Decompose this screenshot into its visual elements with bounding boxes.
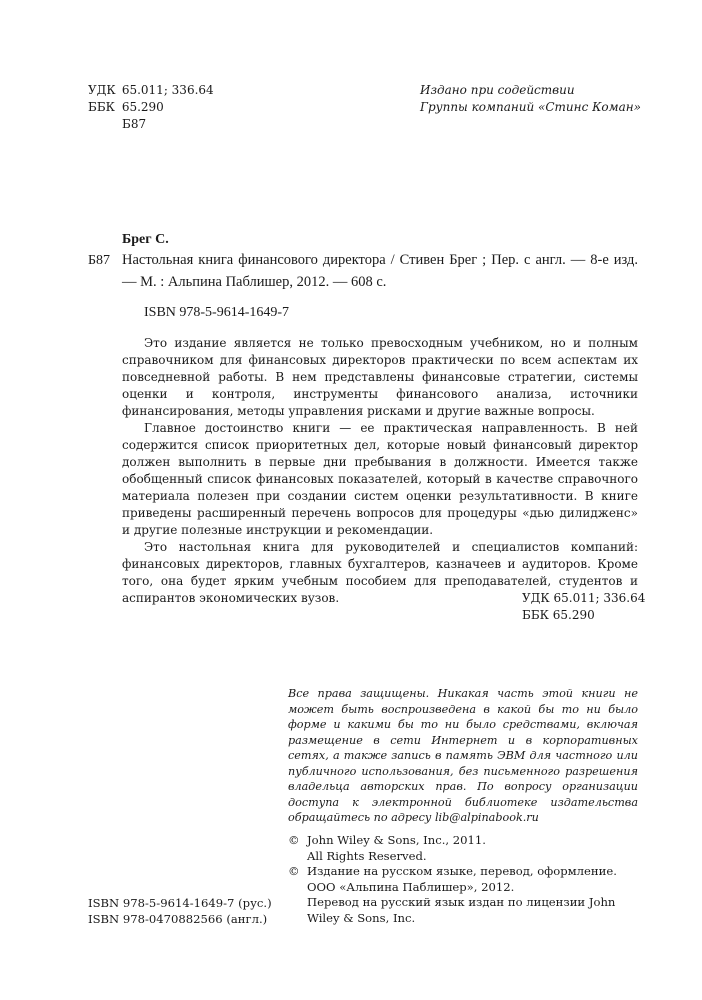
copyright-line: All Rights Reserved.	[307, 848, 427, 863]
bbk-value: 65.290	[121, 100, 164, 114]
isbn-eng: ISBN 978-0470882566 (англ.)	[88, 911, 268, 926]
copyright-line: Издание на русском языке, перевод, оформление.	[307, 864, 617, 878]
copyright-line: John Wiley & Sons, Inc., 2011.	[307, 833, 486, 847]
annotation-paragraph: Главное достоинство книги — ее практическая направленность. В ней содержится список приоритетных дел, которые новый финансовый директор должен выполнить в первые дни пребывания в должности. Имеется также обобщенный список финансовых показателей, который в качестве справочного материала полезен при создании систем оценки результативности. В книге приведены расширенный перечень вопросов для процедуры «дью дилидженс» и другие полезные инструкции и рекомендации.	[122, 421, 638, 537]
bbk-repeat: ББК 65.290	[522, 608, 595, 622]
isbn-list	[88, 896, 272, 927]
rights-notice: Все права защищены. Никакая часть этой книги не может быть воспроизведена в какой бы то ни было форме и какими бы то ни было средствами, включая размещение в сети Интернет и в корпоративных сетях, а также запись в память ЭВМ для частного или публичного использования, без письменного разрешения владельца авторских прав. По вопросу организации доступа к электронной библиотеке издательства обращайтесь по адресу lib@alpinabook.ru	[288, 687, 638, 824]
classification-repeat	[522, 590, 645, 624]
bibliographic-record: Настольная книга финансового директора / Стивен Брег ; Пер. с англ. — 8-е изд. — М. : Альпина Паблишер, 2012. — 608 с.	[122, 252, 638, 290]
copyright-icon: ©	[288, 833, 300, 847]
catalog-mark: Б87	[88, 253, 111, 268]
copyright-block	[288, 833, 638, 926]
udk-value: 65.011; 336.64	[121, 83, 214, 97]
author-mark-row	[88, 116, 214, 133]
copyright-entry	[288, 880, 638, 896]
catalog-author: Брег С.	[122, 232, 169, 247]
bbk-label: ББК	[88, 100, 115, 114]
publisher-note-line2: Группы компаний «Стинс Коман»	[420, 100, 641, 114]
annotation-paragraph: Это издание является не только превосходным учебником, но и полным справочником для финансовых директоров практически по всем аспектам их повседневной работы. В нем представлены финансовые стратегии, системы оценки и контроля, инструменты финансового анализа, источники финансирования, методы управления рисками и другие важные вопросы.	[122, 336, 638, 418]
copyright-entry	[288, 864, 638, 880]
copyright-line: ООО «Альпина Паблишер», 2012.	[307, 879, 515, 894]
classification-block	[88, 82, 214, 133]
bbk-row	[88, 99, 214, 116]
copyright-entry	[288, 895, 638, 926]
publisher-note-line1: Издано при содействии	[420, 83, 575, 97]
copyright-entry	[288, 849, 638, 865]
annotation	[122, 335, 638, 607]
author-mark: Б87	[122, 117, 147, 131]
publisher-note	[420, 82, 640, 116]
copyright-entry	[288, 833, 638, 849]
udk-label: УДК	[88, 83, 116, 97]
udk-repeat: УДК 65.011; 336.64	[522, 591, 646, 605]
copyright-line: Перевод на русский язык издан по лицензии John Wiley & Sons, Inc.	[307, 895, 616, 925]
isbn-rus: ISBN 978-5-9614-1649-7 (рус.)	[88, 896, 272, 910]
udk-row	[88, 82, 214, 99]
catalog-isbn: ISBN 978-5-9614-1649-7	[144, 305, 290, 320]
copyright-icon: ©	[288, 864, 300, 878]
annotation-paragraph: Это настольная книга для руководителей и специалистов компаний: финансовых директоров, главных бухгалтеров, казначеев и аудиторов. Кроме того, она будет ярким учебным пособием для преподавателей, студентов и аспирантов экономических вузов.	[122, 540, 638, 605]
